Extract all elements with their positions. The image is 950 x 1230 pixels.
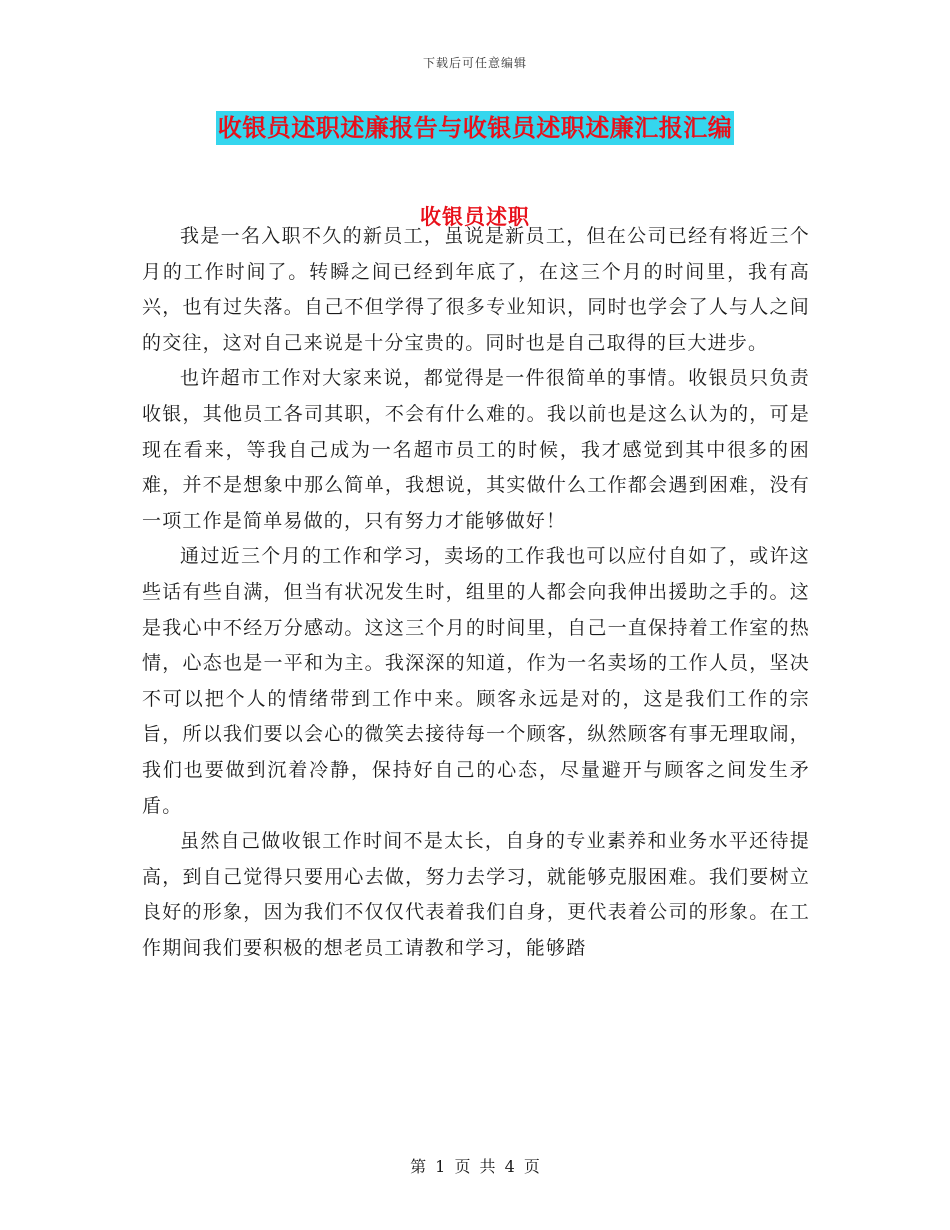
paragraph: 也许超市工作对大家来说，都觉得是一件很简单的事情。收银员只负责收银，其他员工各司其职，不会有什么难的。我以前也是这么认为的，可是现在看来，等我自己成为一名超市员工的时候，我才感觉到其中很多的困难，并不是想象中那么简单，我想说，其实做什么工作都会遇到困难，没有一项工作是简单易做的，只有努力才能够做好！ bbox=[142, 367, 810, 532]
document-title: 收银员述职述廉报告与收银员述职述廉汇报汇编 bbox=[216, 111, 735, 145]
paragraph: 通过近三个月的工作和学习，卖场的工作我也可以应付自如了，或许这些话有些自满，但当有状况发生时，组里的人都会向我伸出援助之手的。这是我心中不经万分感动。这这三个月的时间里，自己一直保持着工作室的热情，心态也是一平和为主。我深深的知道，作为一名卖场的工作人员，坚决不可以把个人的情绪带到工作中来。顾客永远是对的，这是我们工作的宗旨，所以我们要以会心的微笑去接待每一个顾客，纵然顾客有事无理取闹，我们也要做到沉着冷静，保持好自己的心态，尽量避开与顾客之间发生矛盾。 bbox=[142, 545, 810, 817]
paragraph: 我是一名入职不久的新员工，虽说是新员工，但在公司已经有将近三个月的工作时间了。转瞬之间已经到年底了，在这三个月的时间里，我有高兴，也有过失落。自己不但学得了很多专业知识，同时也学会了人与人之间的交往，这对自己来说是十分宝贵的。同时也是自己取得的巨大进步。 bbox=[142, 225, 810, 354]
document-title-container bbox=[0, 111, 950, 145]
header-note: 下载后可任意编辑 bbox=[422, 56, 527, 70]
body-text bbox=[142, 219, 810, 966]
page-footer: 第 1 页 共 4 页 bbox=[410, 1157, 540, 1176]
paragraph: 虽然自己做收银工作时间不是太长，自身的专业素养和业务水平还待提高，到自己觉得只要用心去做，努力去学习，就能够克服困难。我们要树立良好的形象，因为我们不仅仅代表着我们自身，更代表着公司的形象。在工作期间我们要积极的想老员工请教和学习，能够踏 bbox=[142, 830, 810, 959]
section-title: 收银员述职 bbox=[420, 204, 530, 229]
